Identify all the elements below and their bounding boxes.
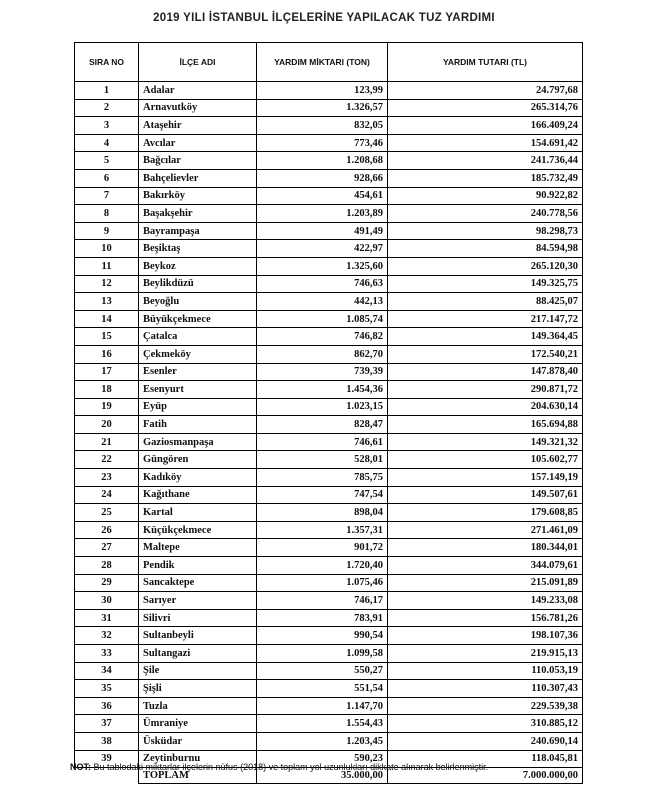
table-row <box>75 609 583 627</box>
row-amount: 1.326,57 <box>257 99 388 117</box>
row-value: 149.325,75 <box>388 275 583 293</box>
row-district: Esenyurt <box>139 381 257 399</box>
table-row <box>75 222 583 240</box>
row-no: 10 <box>75 240 139 258</box>
table-row <box>75 187 583 205</box>
row-district: Şişli <box>139 680 257 698</box>
row-district: Bağcılar <box>139 152 257 170</box>
row-district: Zeytinburnu <box>139 750 257 768</box>
row-value: 156.781,26 <box>388 609 583 627</box>
row-amount: 862,70 <box>257 345 388 363</box>
row-value: 179.608,85 <box>388 504 583 522</box>
row-amount: 1.203,89 <box>257 205 388 223</box>
row-value: 149.507,61 <box>388 486 583 504</box>
table-row <box>75 381 583 399</box>
row-district: Pendik <box>139 557 257 575</box>
row-district: Beykoz <box>139 257 257 275</box>
table-row <box>75 257 583 275</box>
table-row <box>75 82 583 100</box>
row-no: 35 <box>75 680 139 698</box>
row-value: 204.630,14 <box>388 398 583 416</box>
row-amount: 832,05 <box>257 117 388 135</box>
table-row <box>75 398 583 416</box>
total-amount: 35.000,00 <box>257 768 388 784</box>
table-row <box>75 205 583 223</box>
table-row <box>75 680 583 698</box>
row-value: 217.147,72 <box>388 310 583 328</box>
table-row <box>75 539 583 557</box>
table-row <box>75 363 583 381</box>
row-district: Fatih <box>139 416 257 434</box>
row-district: Bakırköy <box>139 187 257 205</box>
row-amount: 898,04 <box>257 504 388 522</box>
row-district: Şile <box>139 662 257 680</box>
table-row <box>75 433 583 451</box>
row-amount: 1.099,58 <box>257 645 388 663</box>
row-no: 23 <box>75 469 139 487</box>
table-row <box>75 416 583 434</box>
table-row <box>75 152 583 170</box>
header-no: SIRA NO <box>75 43 139 82</box>
row-district: Avcılar <box>139 134 257 152</box>
row-value: 90.922,82 <box>388 187 583 205</box>
row-value: 110.053,19 <box>388 662 583 680</box>
table-row <box>75 293 583 311</box>
row-no: 32 <box>75 627 139 645</box>
row-value: 154.691,42 <box>388 134 583 152</box>
row-amount: 1.203,45 <box>257 732 388 750</box>
row-district: Ataşehir <box>139 117 257 135</box>
row-no: 7 <box>75 187 139 205</box>
row-district: Sarıyer <box>139 592 257 610</box>
table-row <box>75 117 583 135</box>
table-row <box>75 732 583 750</box>
row-value: 265.314,76 <box>388 99 583 117</box>
row-no: 15 <box>75 328 139 346</box>
row-amount: 550,27 <box>257 662 388 680</box>
row-amount: 528,01 <box>257 451 388 469</box>
table-body <box>75 82 583 768</box>
row-district: Küçükçekmece <box>139 521 257 539</box>
total-label: TOPLAM <box>139 768 257 784</box>
row-no: 39 <box>75 750 139 768</box>
row-value: 110.307,43 <box>388 680 583 698</box>
table-row <box>75 169 583 187</box>
footnote-prefix: NOT: <box>70 762 91 772</box>
row-no: 12 <box>75 275 139 293</box>
row-value: 241.736,44 <box>388 152 583 170</box>
row-amount: 491,49 <box>257 222 388 240</box>
row-value: 157.149,19 <box>388 469 583 487</box>
header-name: İLÇE ADI <box>139 43 257 82</box>
table-row <box>75 310 583 328</box>
row-amount: 746,63 <box>257 275 388 293</box>
row-value: 166.409,24 <box>388 117 583 135</box>
row-no: 24 <box>75 486 139 504</box>
row-no: 21 <box>75 433 139 451</box>
row-value: 265.120,30 <box>388 257 583 275</box>
row-no: 9 <box>75 222 139 240</box>
table-row <box>75 328 583 346</box>
row-amount: 746,82 <box>257 328 388 346</box>
row-no: 34 <box>75 662 139 680</box>
row-amount: 454,61 <box>257 187 388 205</box>
row-value: 147.878,40 <box>388 363 583 381</box>
row-value: 149.364,45 <box>388 328 583 346</box>
table-row <box>75 469 583 487</box>
row-amount: 551,54 <box>257 680 388 698</box>
row-amount: 1.720,40 <box>257 557 388 575</box>
row-amount: 1.208,68 <box>257 152 388 170</box>
row-amount: 1.325,60 <box>257 257 388 275</box>
row-no: 14 <box>75 310 139 328</box>
row-amount: 590,23 <box>257 750 388 768</box>
table-row <box>75 521 583 539</box>
row-district: Çekmeköy <box>139 345 257 363</box>
row-no: 20 <box>75 416 139 434</box>
row-district: Beşiktaş <box>139 240 257 258</box>
row-amount: 123,99 <box>257 82 388 100</box>
row-district: Çatalca <box>139 328 257 346</box>
row-amount: 1.147,70 <box>257 697 388 715</box>
row-district: Beylikdüzü <box>139 275 257 293</box>
table-row <box>75 557 583 575</box>
row-district: Beyoğlu <box>139 293 257 311</box>
row-district: Ümraniye <box>139 715 257 733</box>
table-row <box>75 99 583 117</box>
row-value: 271.461,09 <box>388 521 583 539</box>
row-district: Büyükçekmece <box>139 310 257 328</box>
row-no: 1 <box>75 82 139 100</box>
row-no: 27 <box>75 539 139 557</box>
row-value: 149.321,32 <box>388 433 583 451</box>
row-district: Bayrampaşa <box>139 222 257 240</box>
row-value: 229.539,38 <box>388 697 583 715</box>
row-amount: 739,39 <box>257 363 388 381</box>
table-row <box>75 592 583 610</box>
table-row <box>75 504 583 522</box>
row-no: 31 <box>75 609 139 627</box>
row-district: Sancaktepe <box>139 574 257 592</box>
table-header-row <box>75 43 583 82</box>
row-district: Adalar <box>139 82 257 100</box>
row-district: Sultangazi <box>139 645 257 663</box>
row-amount: 828,47 <box>257 416 388 434</box>
row-no: 26 <box>75 521 139 539</box>
row-district: Esenler <box>139 363 257 381</box>
row-district: Kağıthane <box>139 486 257 504</box>
row-value: 88.425,07 <box>388 293 583 311</box>
row-no: 2 <box>75 99 139 117</box>
row-value: 240.690,14 <box>388 732 583 750</box>
table-row <box>75 275 583 293</box>
row-district: Tuzla <box>139 697 257 715</box>
row-value: 105.602,77 <box>388 451 583 469</box>
row-value: 219.915,13 <box>388 645 583 663</box>
row-amount: 1.085,74 <box>257 310 388 328</box>
total-value: 7.000.000,00 <box>388 768 583 784</box>
footnote <box>70 760 590 775</box>
row-no: 22 <box>75 451 139 469</box>
header-amount: YARDIM MİKTARI (TON) <box>257 43 388 82</box>
row-amount: 783,91 <box>257 609 388 627</box>
row-district: Eyüp <box>139 398 257 416</box>
row-amount: 928,66 <box>257 169 388 187</box>
row-value: 185.732,49 <box>388 169 583 187</box>
row-amount: 1.454,36 <box>257 381 388 399</box>
table-row <box>75 645 583 663</box>
row-district: Başakşehir <box>139 205 257 223</box>
row-amount: 1.357,31 <box>257 521 388 539</box>
row-amount: 442,13 <box>257 293 388 311</box>
row-value: 84.594,98 <box>388 240 583 258</box>
row-value: 240.778,56 <box>388 205 583 223</box>
row-amount: 746,17 <box>257 592 388 610</box>
row-district: Kadıköy <box>139 469 257 487</box>
row-district: Güngören <box>139 451 257 469</box>
row-amount: 746,61 <box>257 433 388 451</box>
row-value: 180.344,01 <box>388 539 583 557</box>
row-district: Üsküdar <box>139 732 257 750</box>
row-no: 17 <box>75 363 139 381</box>
row-district: Maltepe <box>139 539 257 557</box>
row-no: 28 <box>75 557 139 575</box>
row-no: 3 <box>75 117 139 135</box>
row-no: 8 <box>75 205 139 223</box>
table-row <box>75 134 583 152</box>
row-no: 13 <box>75 293 139 311</box>
row-value: 24.797,68 <box>388 82 583 100</box>
row-no: 30 <box>75 592 139 610</box>
row-value: 172.540,21 <box>388 345 583 363</box>
table-row <box>75 662 583 680</box>
row-district: Arnavutköy <box>139 99 257 117</box>
row-value: 310.885,12 <box>388 715 583 733</box>
footnote-text: Bu tablodaki miktarlar ilçelerin nüfus (2018) ve toplam yol uzunlukları dikkate alınarak belirlenmiştir. <box>91 762 489 772</box>
row-no: 11 <box>75 257 139 275</box>
row-value: 290.871,72 <box>388 381 583 399</box>
row-no: 25 <box>75 504 139 522</box>
row-amount: 1.023,15 <box>257 398 388 416</box>
table-row <box>75 627 583 645</box>
table-row <box>75 240 583 258</box>
row-no: 38 <box>75 732 139 750</box>
row-value: 118.045,81 <box>388 750 583 768</box>
row-no: 36 <box>75 697 139 715</box>
row-no: 5 <box>75 152 139 170</box>
row-district: Silivri <box>139 609 257 627</box>
row-amount: 422,97 <box>257 240 388 258</box>
table-row <box>75 574 583 592</box>
row-district: Sultanbeyli <box>139 627 257 645</box>
row-amount: 773,46 <box>257 134 388 152</box>
row-amount: 1.075,46 <box>257 574 388 592</box>
page-title: 2019 YILI İSTANBUL İLÇELERİNE YAPILACAK TUZ YARDIMI <box>153 12 495 24</box>
row-value: 215.091,89 <box>388 574 583 592</box>
table-row <box>75 345 583 363</box>
row-no: 16 <box>75 345 139 363</box>
row-amount: 990,54 <box>257 627 388 645</box>
table-row <box>75 715 583 733</box>
row-no: 18 <box>75 381 139 399</box>
aid-table <box>74 42 583 784</box>
row-no: 6 <box>75 169 139 187</box>
row-value: 198.107,36 <box>388 627 583 645</box>
row-value: 98.298,73 <box>388 222 583 240</box>
row-value: 165.694,88 <box>388 416 583 434</box>
table-row <box>75 486 583 504</box>
row-no: 4 <box>75 134 139 152</box>
row-amount: 1.554,43 <box>257 715 388 733</box>
row-no: 33 <box>75 645 139 663</box>
row-no: 19 <box>75 398 139 416</box>
row-amount: 747,54 <box>257 486 388 504</box>
table-row <box>75 697 583 715</box>
row-value: 149.233,08 <box>388 592 583 610</box>
row-no: 37 <box>75 715 139 733</box>
row-amount: 901,72 <box>257 539 388 557</box>
row-district: Gaziosmanpaşa <box>139 433 257 451</box>
table-row <box>75 451 583 469</box>
row-district: Kartal <box>139 504 257 522</box>
row-no: 29 <box>75 574 139 592</box>
row-amount: 785,75 <box>257 469 388 487</box>
row-value: 344.079,61 <box>388 557 583 575</box>
row-district: Bahçelievler <box>139 169 257 187</box>
header-value: YARDIM TUTARI (TL) <box>388 43 583 82</box>
